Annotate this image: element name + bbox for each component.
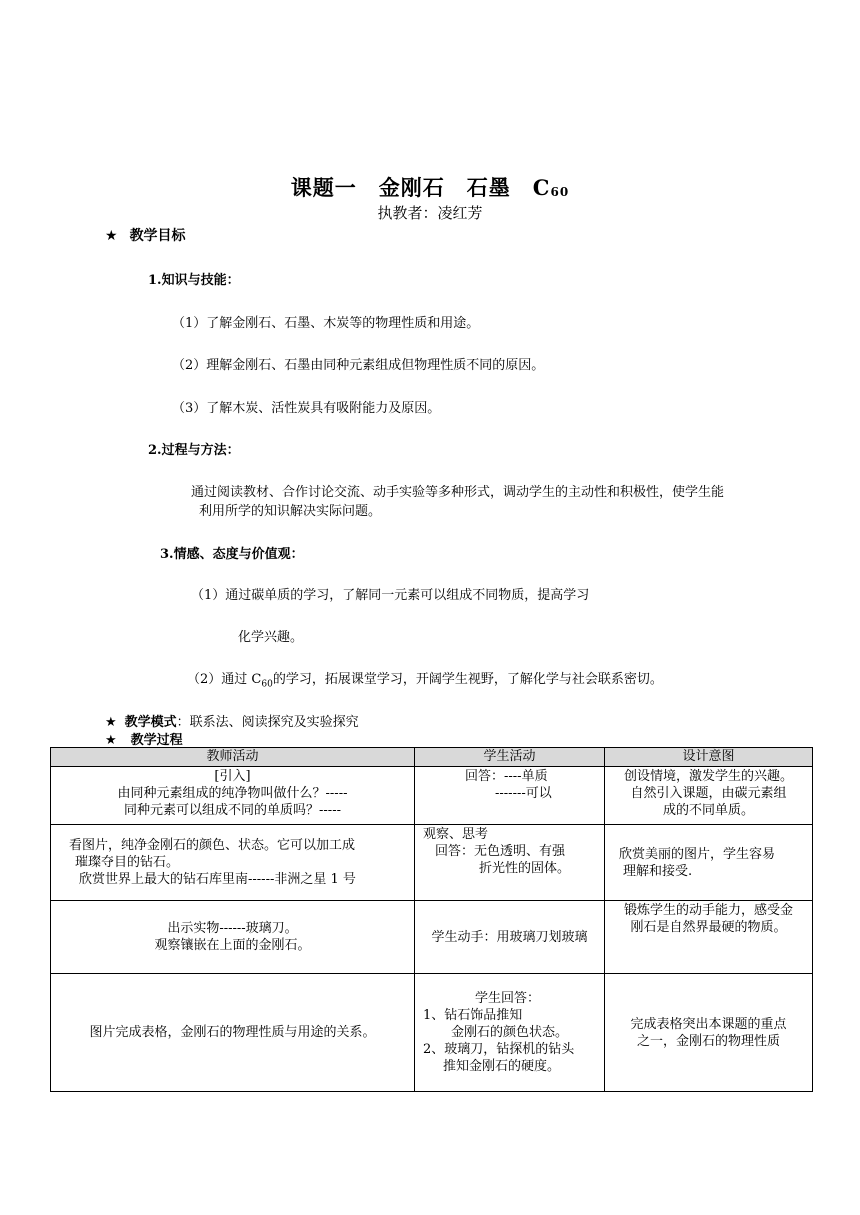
cell-line: 2、玻璃刀，钻探机的钻头 xyxy=(423,1042,575,1057)
knowledge-item-3: （3）了解木炭、活性炭具有吸附能力及原因。 xyxy=(172,401,441,416)
cell-teacher xyxy=(51,901,415,974)
cell-line: 由同种元素组成的纯净物叫做什么？----- xyxy=(117,786,348,801)
emotion-item1-line2: 化学兴趣。 xyxy=(238,630,304,645)
cell-line: 自然引入课题，由碳元素组 xyxy=(630,786,787,801)
emotion-item2-post: 的学习，拓展课堂学习，开阔学生视野，了解化学与社会联系密切。 xyxy=(272,672,663,687)
header-design-intent: 设计意图 xyxy=(605,748,813,767)
cell-line: 折光性的固体。 xyxy=(479,861,571,876)
header-student-activity: 学生活动 xyxy=(415,748,605,767)
cell-teacher xyxy=(51,974,415,1092)
emotion-item2-subscript: 60 xyxy=(261,679,273,690)
teacher-name: 执教者：凌红芳 xyxy=(377,204,483,222)
cell-intent xyxy=(605,901,813,974)
teaching-mode-label: 教学模式 xyxy=(124,715,177,730)
star-icon: ★ xyxy=(105,715,117,730)
process-section-heading xyxy=(105,729,183,748)
cell-line: 图片完成表格，金刚石的物理性质与用途的关系。 xyxy=(89,1025,376,1040)
table-row xyxy=(51,901,813,974)
cell-intent xyxy=(605,974,813,1092)
cell-line: 完成表格突出本课题的重点 xyxy=(630,1016,787,1032)
cell-line: 成的不同单质。 xyxy=(662,803,754,818)
cell-line: 回答：----单质 xyxy=(465,769,548,784)
cell-line: 回答：无色透明、有强 xyxy=(435,844,566,859)
cell-line: 出示实物------玻璃刀。 xyxy=(167,921,298,936)
table-row xyxy=(51,825,813,901)
page-title-subscript: 60 xyxy=(550,185,570,199)
cell-student xyxy=(415,767,605,825)
emotion-heading: 3.情感、态度与价值观： xyxy=(160,547,304,562)
process-text-line1: 通过阅读教材、合作讨论交流、动手实验等多种形式，调动学生的主动性和积极性，使学生能 xyxy=(191,485,725,500)
cell-line: -------可以 xyxy=(495,786,552,801)
cell-line: 欣赏美丽的图片，学生容易 xyxy=(619,846,776,862)
teaching-mode xyxy=(105,711,359,730)
header-teacher-activity: 教师活动 xyxy=(51,748,415,767)
teaching-process-table xyxy=(50,747,813,1092)
cell-line: 看图片，纯净金刚石的颜色、状态。它可以加工成 xyxy=(69,838,356,853)
cell-teacher xyxy=(51,825,415,901)
process-section-label: 教学过程 xyxy=(130,733,183,748)
cell-line: 创设情境，激发学生的兴趣。 xyxy=(623,769,793,784)
cell-line: 锻炼学生的动手能力，感受金 xyxy=(623,903,793,918)
process-heading: 2.过程与方法： xyxy=(148,443,240,458)
cell-intent xyxy=(605,767,813,825)
cell-line: [引入] xyxy=(214,769,251,784)
cell-line: 1、钻石饰品推知 xyxy=(423,1008,523,1023)
table-row xyxy=(51,974,813,1092)
cell-line: 理解和接受. xyxy=(623,863,693,879)
goals-heading xyxy=(105,225,186,245)
cell-line: 同种元素可以组成不同的单质吗？----- xyxy=(124,803,341,818)
cell-intent xyxy=(605,825,813,901)
page-title xyxy=(0,172,860,202)
table-row xyxy=(51,767,813,825)
cell-student xyxy=(415,974,605,1092)
cell-teacher xyxy=(51,767,415,825)
teaching-mode-value: ：联系法、阅读探究及实验探究 xyxy=(176,715,359,730)
cell-line: 观察、思考 xyxy=(423,827,489,842)
cell-student xyxy=(415,901,605,974)
star-icon: ★ xyxy=(105,733,117,748)
emotion-item1-line1: （1）通过碳单质的学习，了解同一元素可以组成不同物质，提高学习 xyxy=(191,588,590,603)
star-icon: ★ xyxy=(105,228,118,244)
cell-line: 刚石是自然界最硬的物质。 xyxy=(630,920,787,935)
cell-line: 学生回答： xyxy=(475,991,541,1006)
cell-line: 观察镶嵌在上面的金刚石。 xyxy=(154,938,311,953)
cell-line: 金刚石的颜色状态。 xyxy=(451,1025,569,1040)
cell-student xyxy=(415,825,605,901)
table-header-row xyxy=(51,748,813,767)
cell-line: 璀璨夺目的钻石。 xyxy=(75,855,180,870)
knowledge-item-1: （1）了解金刚石、石墨、木炭等的物理性质和用途。 xyxy=(172,316,480,331)
cell-line: 欣赏世界上最大的钻石库里南------非洲之星 1 号 xyxy=(79,872,356,887)
emotion-item2-pre: （2）通过 C xyxy=(187,672,262,687)
page-title-main: 课题一 金刚石 石墨 C xyxy=(290,175,551,200)
knowledge-item-2: （2）理解金刚石、石墨由同种元素组成但物理性质不同的原因。 xyxy=(172,358,545,373)
cell-line: 学生动手：用玻璃刀划玻璃 xyxy=(431,929,588,945)
knowledge-heading: 1.知识与技能： xyxy=(148,273,240,288)
cell-line: 之一，金刚石的物理性质 xyxy=(636,1033,780,1049)
emotion-item2 xyxy=(187,668,663,690)
cell-line: 推知金刚石的硬度。 xyxy=(443,1059,561,1074)
goals-heading-label: 教学目标 xyxy=(129,228,186,244)
process-text-line2: 利用所学的知识解决实际问题。 xyxy=(199,504,382,519)
